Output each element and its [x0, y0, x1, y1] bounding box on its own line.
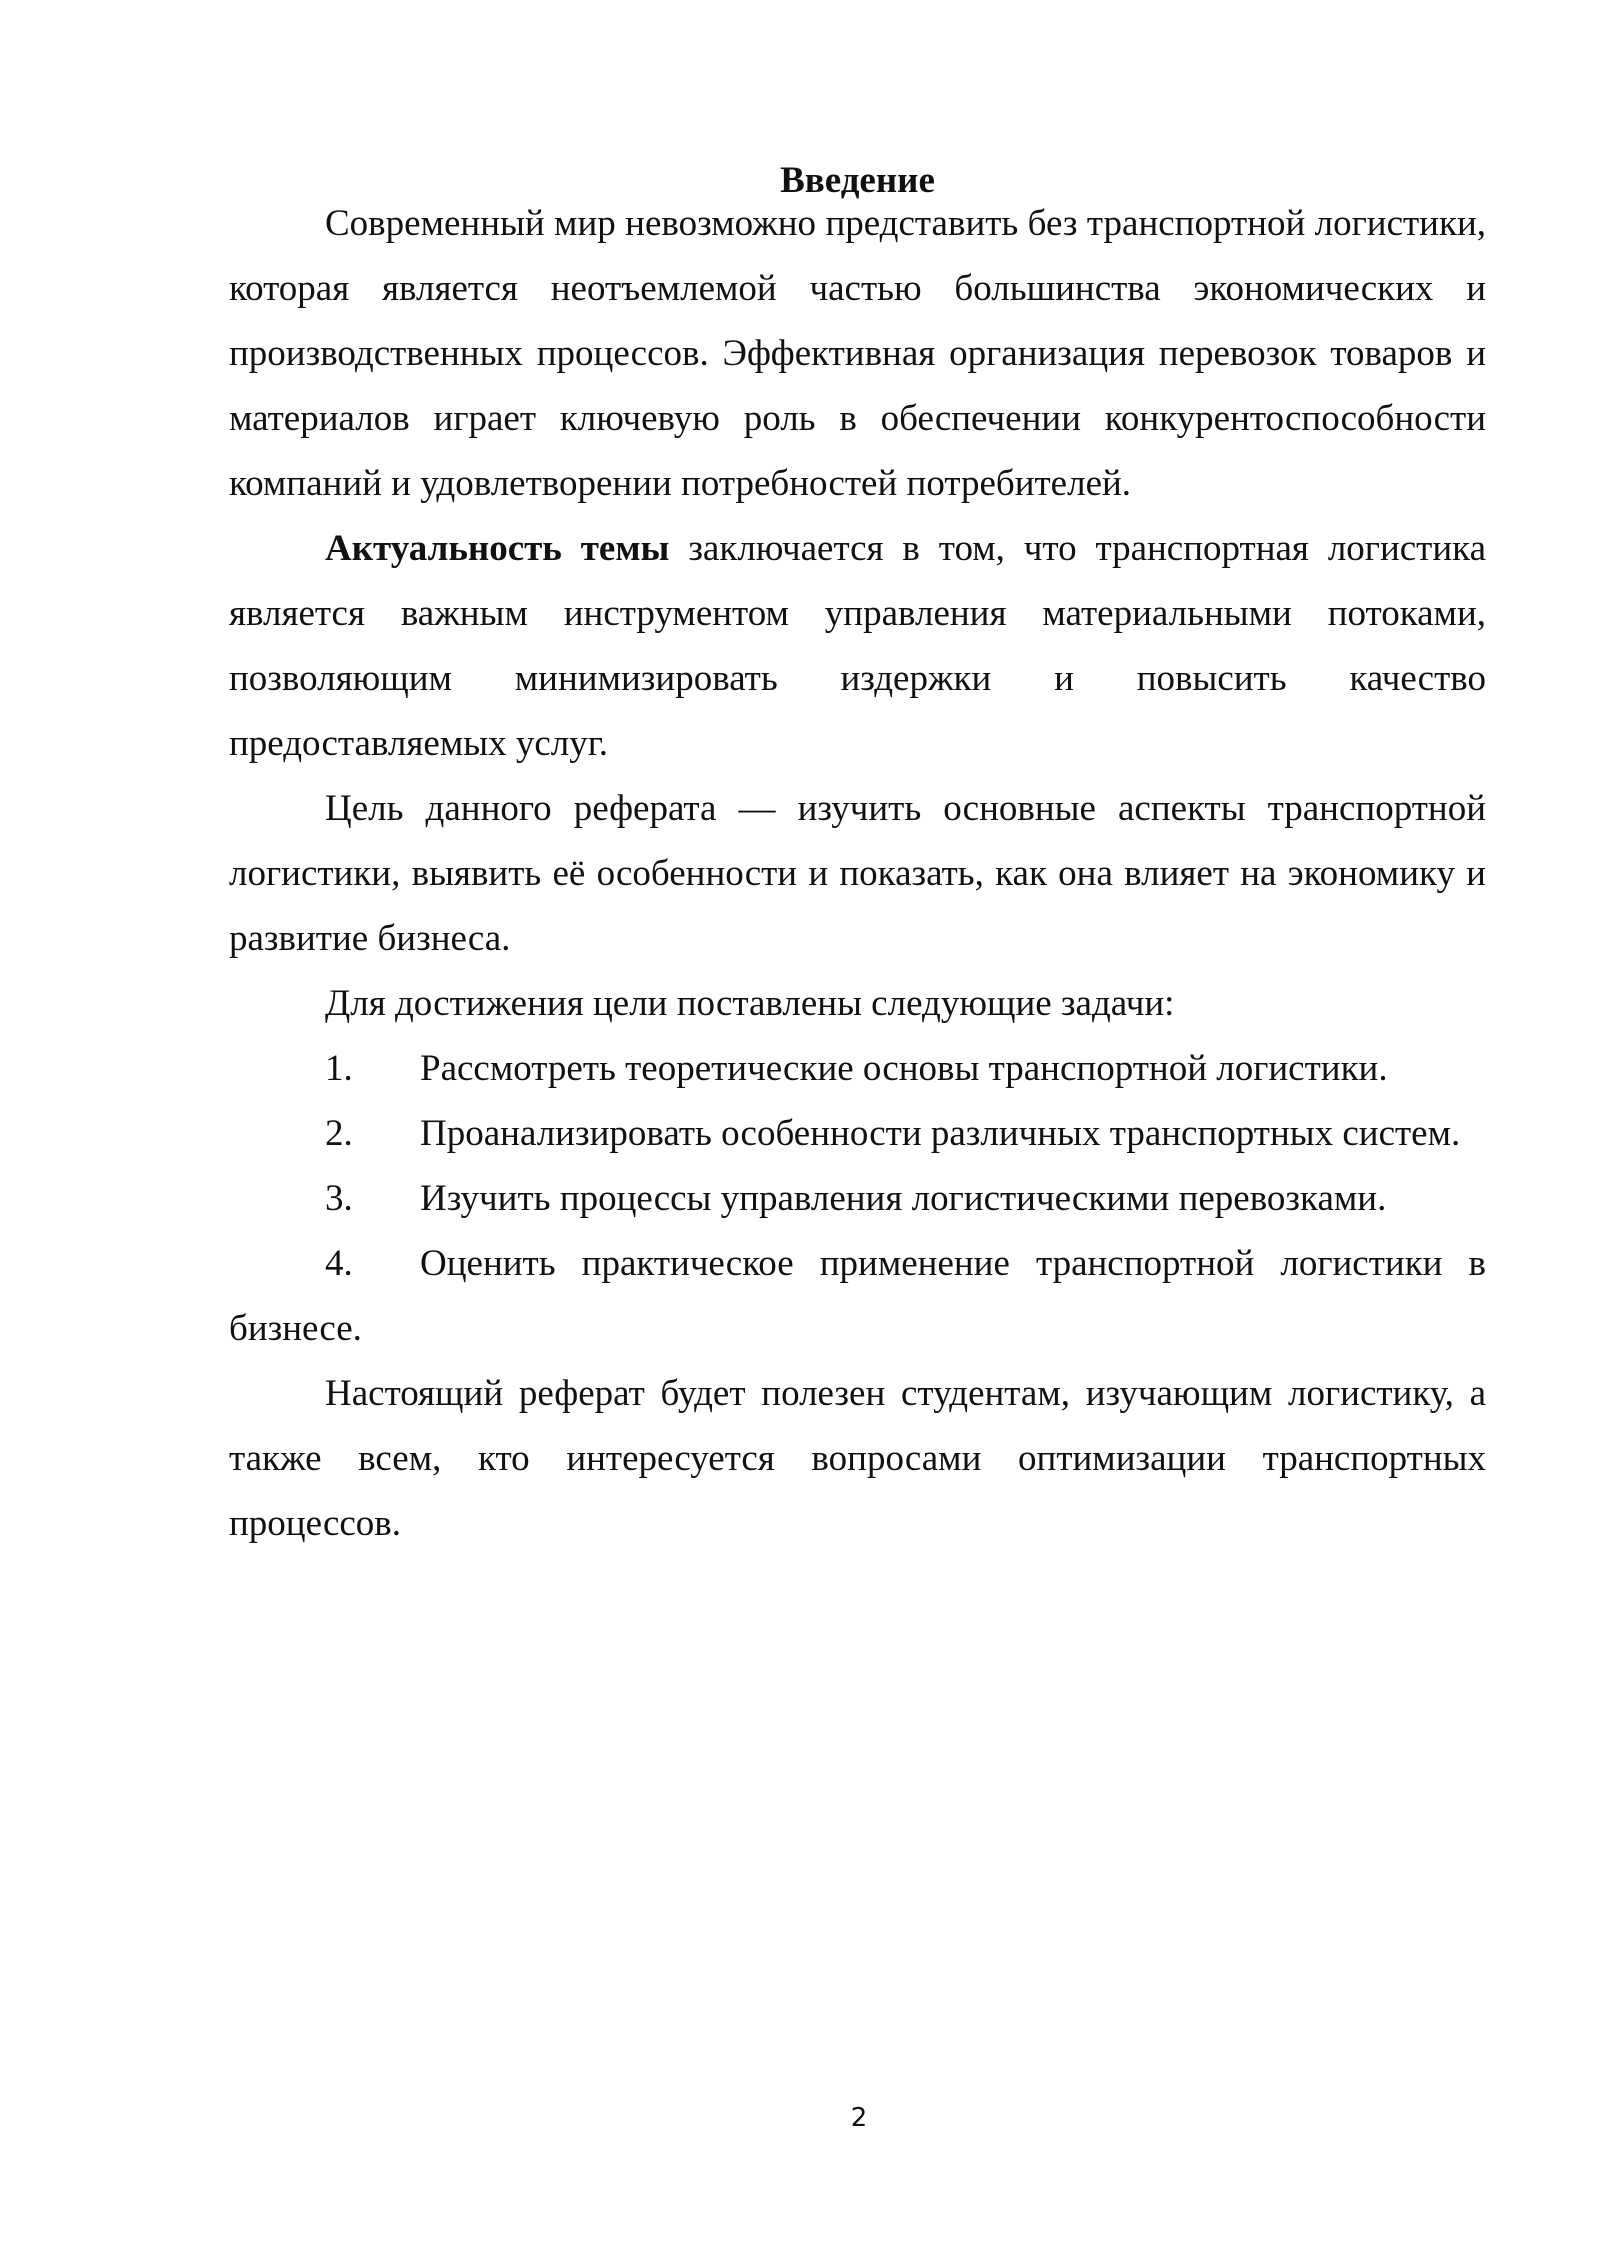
- heading-wrapper: [229, 148, 1486, 213]
- task-number: 2.: [325, 1113, 353, 1154]
- task-item: [229, 1036, 1486, 1101]
- paragraph-relevance: [229, 516, 1486, 776]
- paragraph-tasks-intro: Для достижения цели поставлены следующие задачи:: [325, 983, 1175, 1024]
- task-text: Проанализировать особенности различных транспортных систем.: [420, 1113, 1461, 1154]
- task-text: Оценить практическое применение транспортной логистики в бизнесе.: [229, 1243, 1486, 1349]
- task-text: Рассмотреть теоретические основы транспортной логистики.: [420, 1048, 1388, 1089]
- task-item: [229, 1166, 1486, 1231]
- paragraph-intro: Современный мир невозможно представить без транспортной логистики, которая является неотъемлемой частью большинства экономических и производственных процессов. Эффективная организация перевозок товаров и материалов играет ключевую роль в обеспечении конкурентоспособности компаний и удовлетворении потребностей потребителей.: [229, 203, 1486, 504]
- task-text: Изучить процессы управления логистическими перевозками.: [420, 1178, 1387, 1219]
- task-item: [229, 1231, 1486, 1361]
- task-item: [229, 1101, 1486, 1166]
- page-content: [229, 143, 1486, 1556]
- section-heading: Введение: [780, 160, 935, 201]
- task-number: 1.: [325, 1048, 353, 1089]
- tasks-list: [229, 1036, 1486, 1361]
- task-number: 3.: [325, 1178, 353, 1219]
- page-number: 2: [850, 2103, 868, 2133]
- relevance-label: Актуальность темы: [325, 528, 670, 569]
- paragraph-conclusion: Настоящий реферат будет полезен студентам, изучающим логистику, а также всем, кто интересуется вопросами оптимизации транспортных процессов.: [229, 1373, 1486, 1544]
- task-number: 4.: [325, 1243, 353, 1284]
- relevance-text: заключается в том, что транспортная логистика является важным инструментом управления материальными потоками, позволяющим минимизировать издержки и повысить качество предоставляемых услуг.: [229, 528, 1486, 764]
- paragraph-goal: Цель данного реферата — изучить основные аспекты транспортной логистики, выявить её особенности и показать, как она влияет на экономику и развитие бизнеса.: [229, 788, 1486, 959]
